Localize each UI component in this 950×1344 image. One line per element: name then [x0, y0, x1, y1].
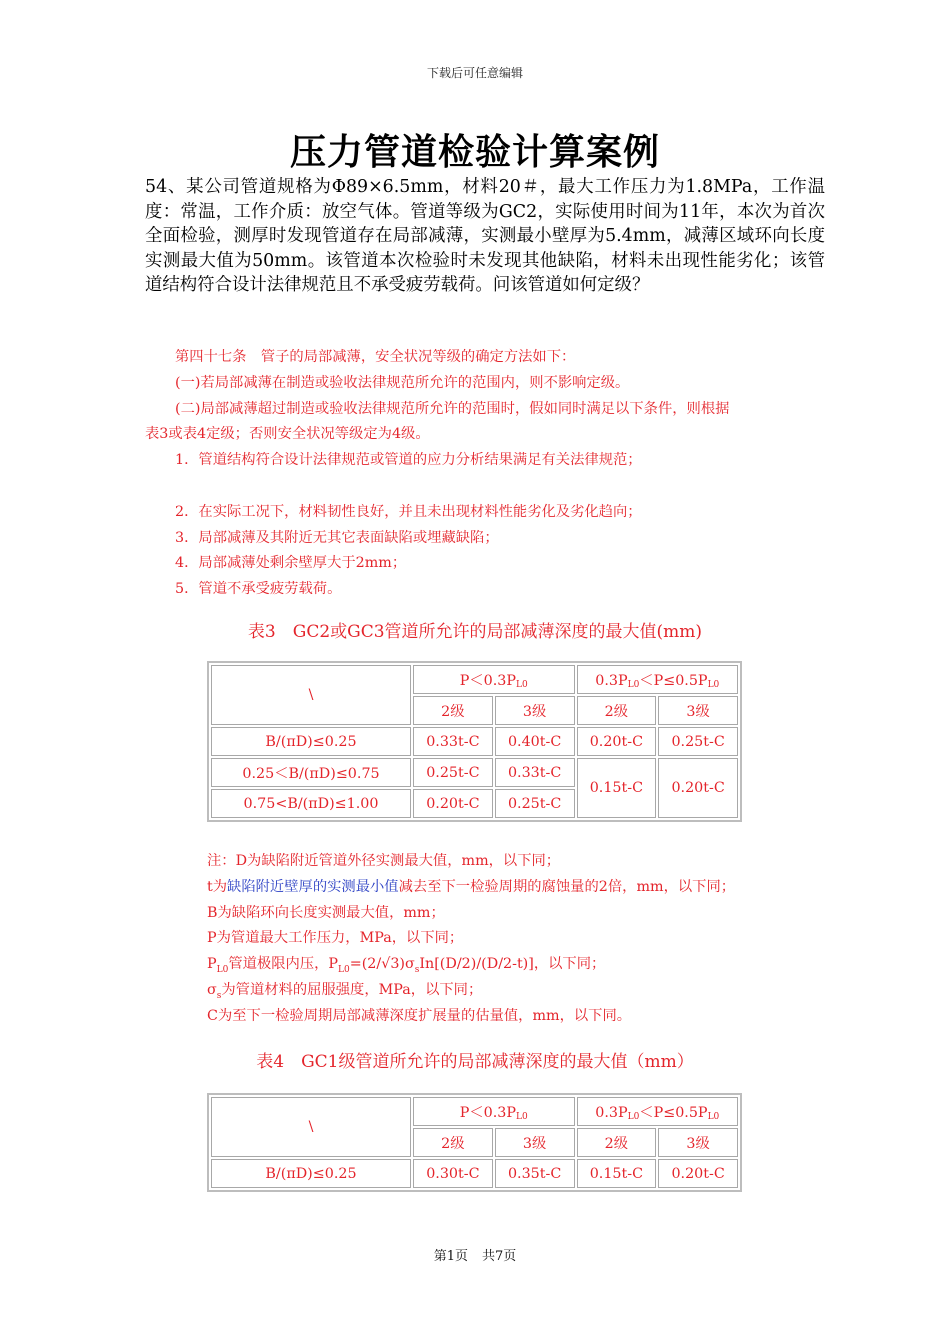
table4-caption: 表4 GC1级管道所允许的局部减薄深度的最大值（mm） — [256, 1052, 694, 1072]
table4 — [207, 1093, 742, 1192]
table3-grade-cell: 2级 — [577, 696, 657, 725]
table-cell: 0.20t-C — [658, 1159, 738, 1188]
regulation-heading: 第四十七条 管子的局部减薄，安全状况等级的确定方法如下： — [175, 349, 576, 365]
table-cell: 0.33t-C — [413, 727, 493, 756]
table-cell: 0.30t-C — [413, 1159, 493, 1188]
table4-grade-cell: 3级 — [658, 1128, 738, 1157]
table-row — [211, 727, 738, 756]
row-label: B/(πD)≤0.25 — [211, 1159, 411, 1188]
table3-caption: 表3 GC2或GC3管道所允许的局部减薄深度的最大值(mm) — [247, 622, 703, 642]
condition-5: 5．管道不承受疲劳载荷。 — [175, 581, 342, 598]
table4-grade-cell: 3级 — [495, 1128, 575, 1157]
note-3: B为缺陷环向长度实测最大值，mm； — [207, 904, 445, 921]
page-total: 共7页 — [482, 1249, 517, 1264]
note-4: P为管道最大工作压力，MPa，以下同； — [207, 930, 464, 947]
note-2: t为缺陷附近壁厚的实测最小值减去至下一检验周期的腐蚀量的2倍，mm，以下同； — [207, 878, 736, 895]
condition-1: 1．管道结构符合设计法律规范或管道的应力分析结果满足有关法律规范； — [175, 452, 642, 469]
page-number: 第1页 — [433, 1249, 468, 1264]
regulation-item-2-line-1: (二)局部减薄超过制造或验收法律规范所允许的范围时，假如同时满足以下条件，则根据 — [175, 400, 730, 417]
row-label: 0.75<B/(πD)≤1.00 — [211, 789, 411, 818]
table-cell: 0.20t-C — [577, 727, 657, 756]
row-label: 0.25＜B/(πD)≤0.75 — [211, 758, 411, 787]
table-row — [211, 758, 738, 787]
page-footer — [0, 1245, 950, 1264]
table4-header-p-mid: $0.3P_{L0}<P\le 0.5P_{L0}$ — [577, 1097, 739, 1126]
highlighted-text: 缺陷附近壁厚的实测最小值 — [227, 878, 399, 895]
table3-header-p-low: $P<0.3P_{L0}$ — [413, 665, 575, 694]
table-cell: 0.35t-C — [495, 1159, 575, 1188]
table4-grade-cell: 2级 — [577, 1128, 657, 1157]
table-cell: 0.33t-C — [495, 758, 575, 787]
row-label: B/(πD)≤0.25 — [211, 727, 411, 756]
table-cell: 0.20t-C — [413, 789, 493, 818]
condition-4: 4．局部减薄处剩余壁厚大于2mm； — [175, 555, 407, 572]
regulation-item-2-line-2: 表3或表4定级；否则安全状况等级定为4级。 — [145, 426, 430, 443]
table4-corner-cell: \ — [211, 1097, 411, 1157]
table-row — [211, 1159, 738, 1188]
notes-section — [207, 849, 827, 1030]
table3 — [207, 661, 742, 822]
question-paragraph: 54、某公司管道规格为Φ89×6.5mm，材料20＃，最大工作压力为1.8MPa，工作温度：常温，工作介质：放空气体。管道等级为GC2，实际使用时间为11年，本次为首次全面检验，测厚时发现管道存在局部减薄，实测最小壁厚为5.4mm，减薄区域环向长度实测最大值为50mm。该管道本次检验时未发现其他缺陷，材料未出现性能劣化；该管道结构符合设计法律规范且不承受疲劳载荷。问该管道如何定级？ — [145, 177, 825, 295]
table4-grade-cell: 2级 — [413, 1128, 493, 1157]
table4-header-p-low: $P<0.3P_{L0}$ — [413, 1097, 575, 1126]
table-cell: 0.40t-C — [495, 727, 575, 756]
note-7: C为至下一检验周期局部减薄深度扩展量的估量值，mm，以下同。 — [207, 1007, 632, 1024]
table3-header-p-mid: $0.3P_{L0}<P\le 0.5P_{L0}$ — [577, 665, 739, 694]
table-cell: 0.15t-C — [577, 758, 657, 818]
table-cell: 0.15t-C — [577, 1159, 657, 1188]
condition-2: 2．在实际工况下，材料韧性良好，并且未出现材料性能劣化及劣化趋向； — [175, 503, 642, 520]
table3-grade-cell: 3级 — [658, 696, 738, 725]
table-cell: 0.25t-C — [658, 727, 738, 756]
blank-line — [145, 474, 815, 500]
note-6: $\sigma_s$为管道材料的屈服强度，MPa，以下同； — [207, 981, 483, 1001]
regulation-section — [145, 345, 815, 603]
condition-3: 3．局部减薄及其附近无其它表面缺陷或埋藏缺陷； — [175, 529, 499, 546]
note-1: 注：D为缺陷附近管道外径实测最大值，mm，以下同； — [207, 853, 561, 869]
note-5: $P_{L0}$管道极限内压，$P_{L0}=(2/√3)\sigma_sIn[(D/2)/(D/2-t)]$，以下同； — [207, 956, 606, 976]
table3-grade-cell: 2级 — [413, 696, 493, 725]
regulation-item-1: (一)若局部减薄在制造或验收法律规范所允许的范围内，则不影响定级。 — [175, 374, 630, 391]
table-cell: 0.20t-C — [658, 758, 738, 818]
table3-grade-cell: 3级 — [495, 696, 575, 725]
table3-corner-cell: \ — [211, 665, 411, 725]
page-header: 下载后可任意编辑 — [426, 66, 523, 80]
document-title: 压力管道检验计算案例 — [289, 132, 660, 173]
table-cell: 0.25t-C — [495, 789, 575, 818]
table-cell: 0.25t-C — [413, 758, 493, 787]
